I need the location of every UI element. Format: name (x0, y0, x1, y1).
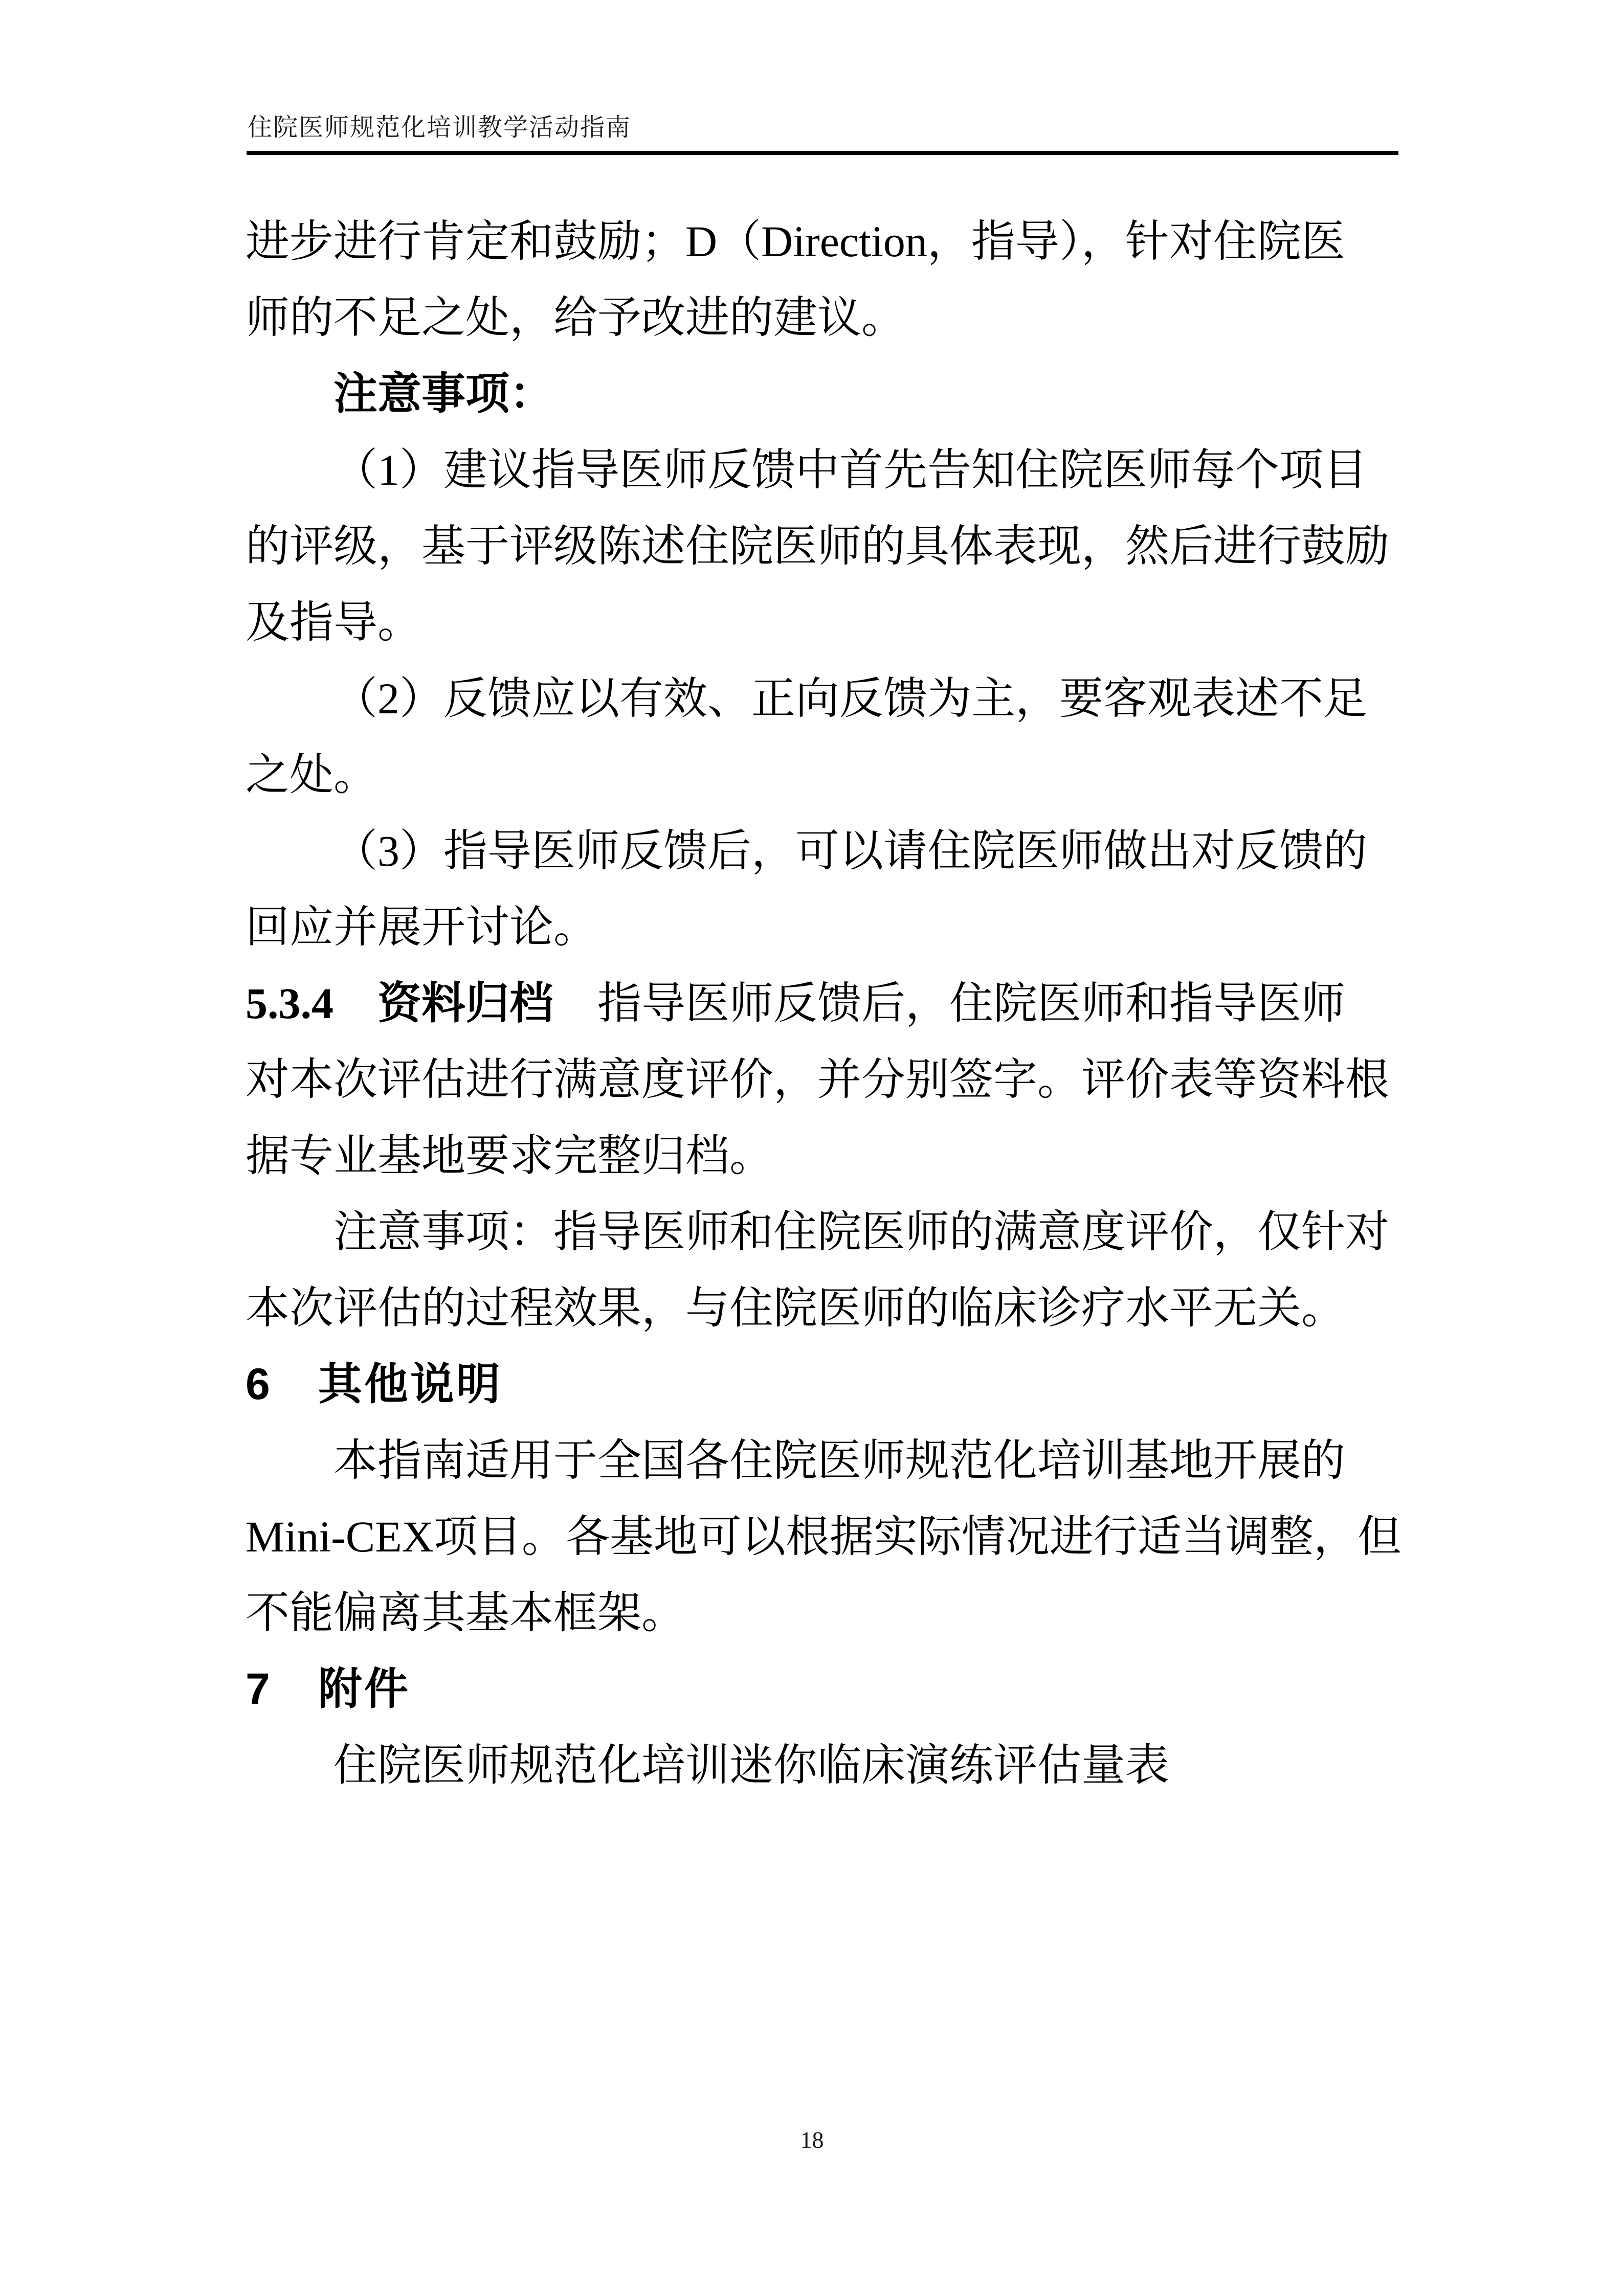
body-text: 本指南适用于全国各住院医师规范化培训基地开展的 (333, 1436, 1345, 1485)
text-line (246, 1575, 1401, 1651)
body-text: （1）建议指导医师反馈中首先告知住院医师每个项目 (333, 445, 1367, 494)
body-text: 师的不足之处，给予改进的建议。 (246, 293, 905, 342)
body-text: 回应并展开讨论。 (246, 903, 597, 952)
text-line (246, 965, 1401, 1042)
body-text: 及指导。 (246, 598, 421, 647)
text-line (246, 1194, 1401, 1270)
text-line (246, 661, 1401, 737)
text-line (246, 737, 1401, 813)
body-text: 的评级，基于评级陈述住院医师的具体表现，然后进行鼓励 (246, 522, 1389, 571)
document-body (246, 204, 1401, 1804)
bold-text: 5.3.4 资料归档 (246, 979, 553, 1028)
text-line (246, 1651, 1401, 1727)
text-line (246, 1727, 1401, 1804)
body-text: （2）反馈应以有效、正向反馈为主，要客观表述不足 (333, 674, 1367, 723)
body-text: 注意事项：指导医师和住院医师的满意度评价，仅针对 (333, 1207, 1389, 1256)
text-line (246, 280, 1401, 356)
header-rule (247, 151, 1398, 155)
body-text: 之处。 (246, 750, 377, 799)
text-line (246, 1423, 1401, 1499)
page-number: 18 (800, 2127, 824, 2153)
text-line (246, 813, 1401, 889)
body-text: 据专业基地要求完整归档。 (246, 1131, 773, 1180)
text-line (246, 584, 1401, 661)
text-line (246, 432, 1401, 508)
text-line (246, 889, 1401, 965)
body-text: Mini-CEX项目。各基地可以根据实际情况进行适当调整，但 (246, 1512, 1401, 1561)
body-text: 指导医师反馈后，住院医师和指导医师 (553, 979, 1345, 1028)
text-line (246, 1499, 1401, 1575)
heading-text: 6 其他说明 (246, 1360, 502, 1409)
body-text: 住院医师规范化培训迷你临床演练评估量表 (333, 1741, 1169, 1790)
body-text: 对本次评估进行满意度评价，并分别签字。评价表等资料根 (246, 1055, 1389, 1104)
body-text: 不能偏离其基本框架。 (246, 1588, 685, 1637)
text-line (246, 356, 1401, 432)
text-line (246, 508, 1401, 584)
body-text: 本次评估的过程效果，与住院医师的临床诊疗水平无关。 (246, 1284, 1345, 1333)
text-line (246, 1118, 1401, 1194)
body-text: （3）指导医师反馈后，可以请住院医师做出对反馈的 (333, 826, 1367, 875)
text-line (246, 1346, 1401, 1423)
bold-text: 注意事项： (333, 369, 553, 418)
body-text: 进步进行肯定和鼓励；D（Direction，指导），针对住院医 (246, 217, 1345, 266)
text-line (246, 1270, 1401, 1346)
text-line (246, 1042, 1401, 1118)
heading-text: 7 附件 (246, 1664, 410, 1714)
text-line (246, 204, 1401, 280)
running-header-title: 住院医师规范化培训教学活动指南 (248, 114, 632, 141)
